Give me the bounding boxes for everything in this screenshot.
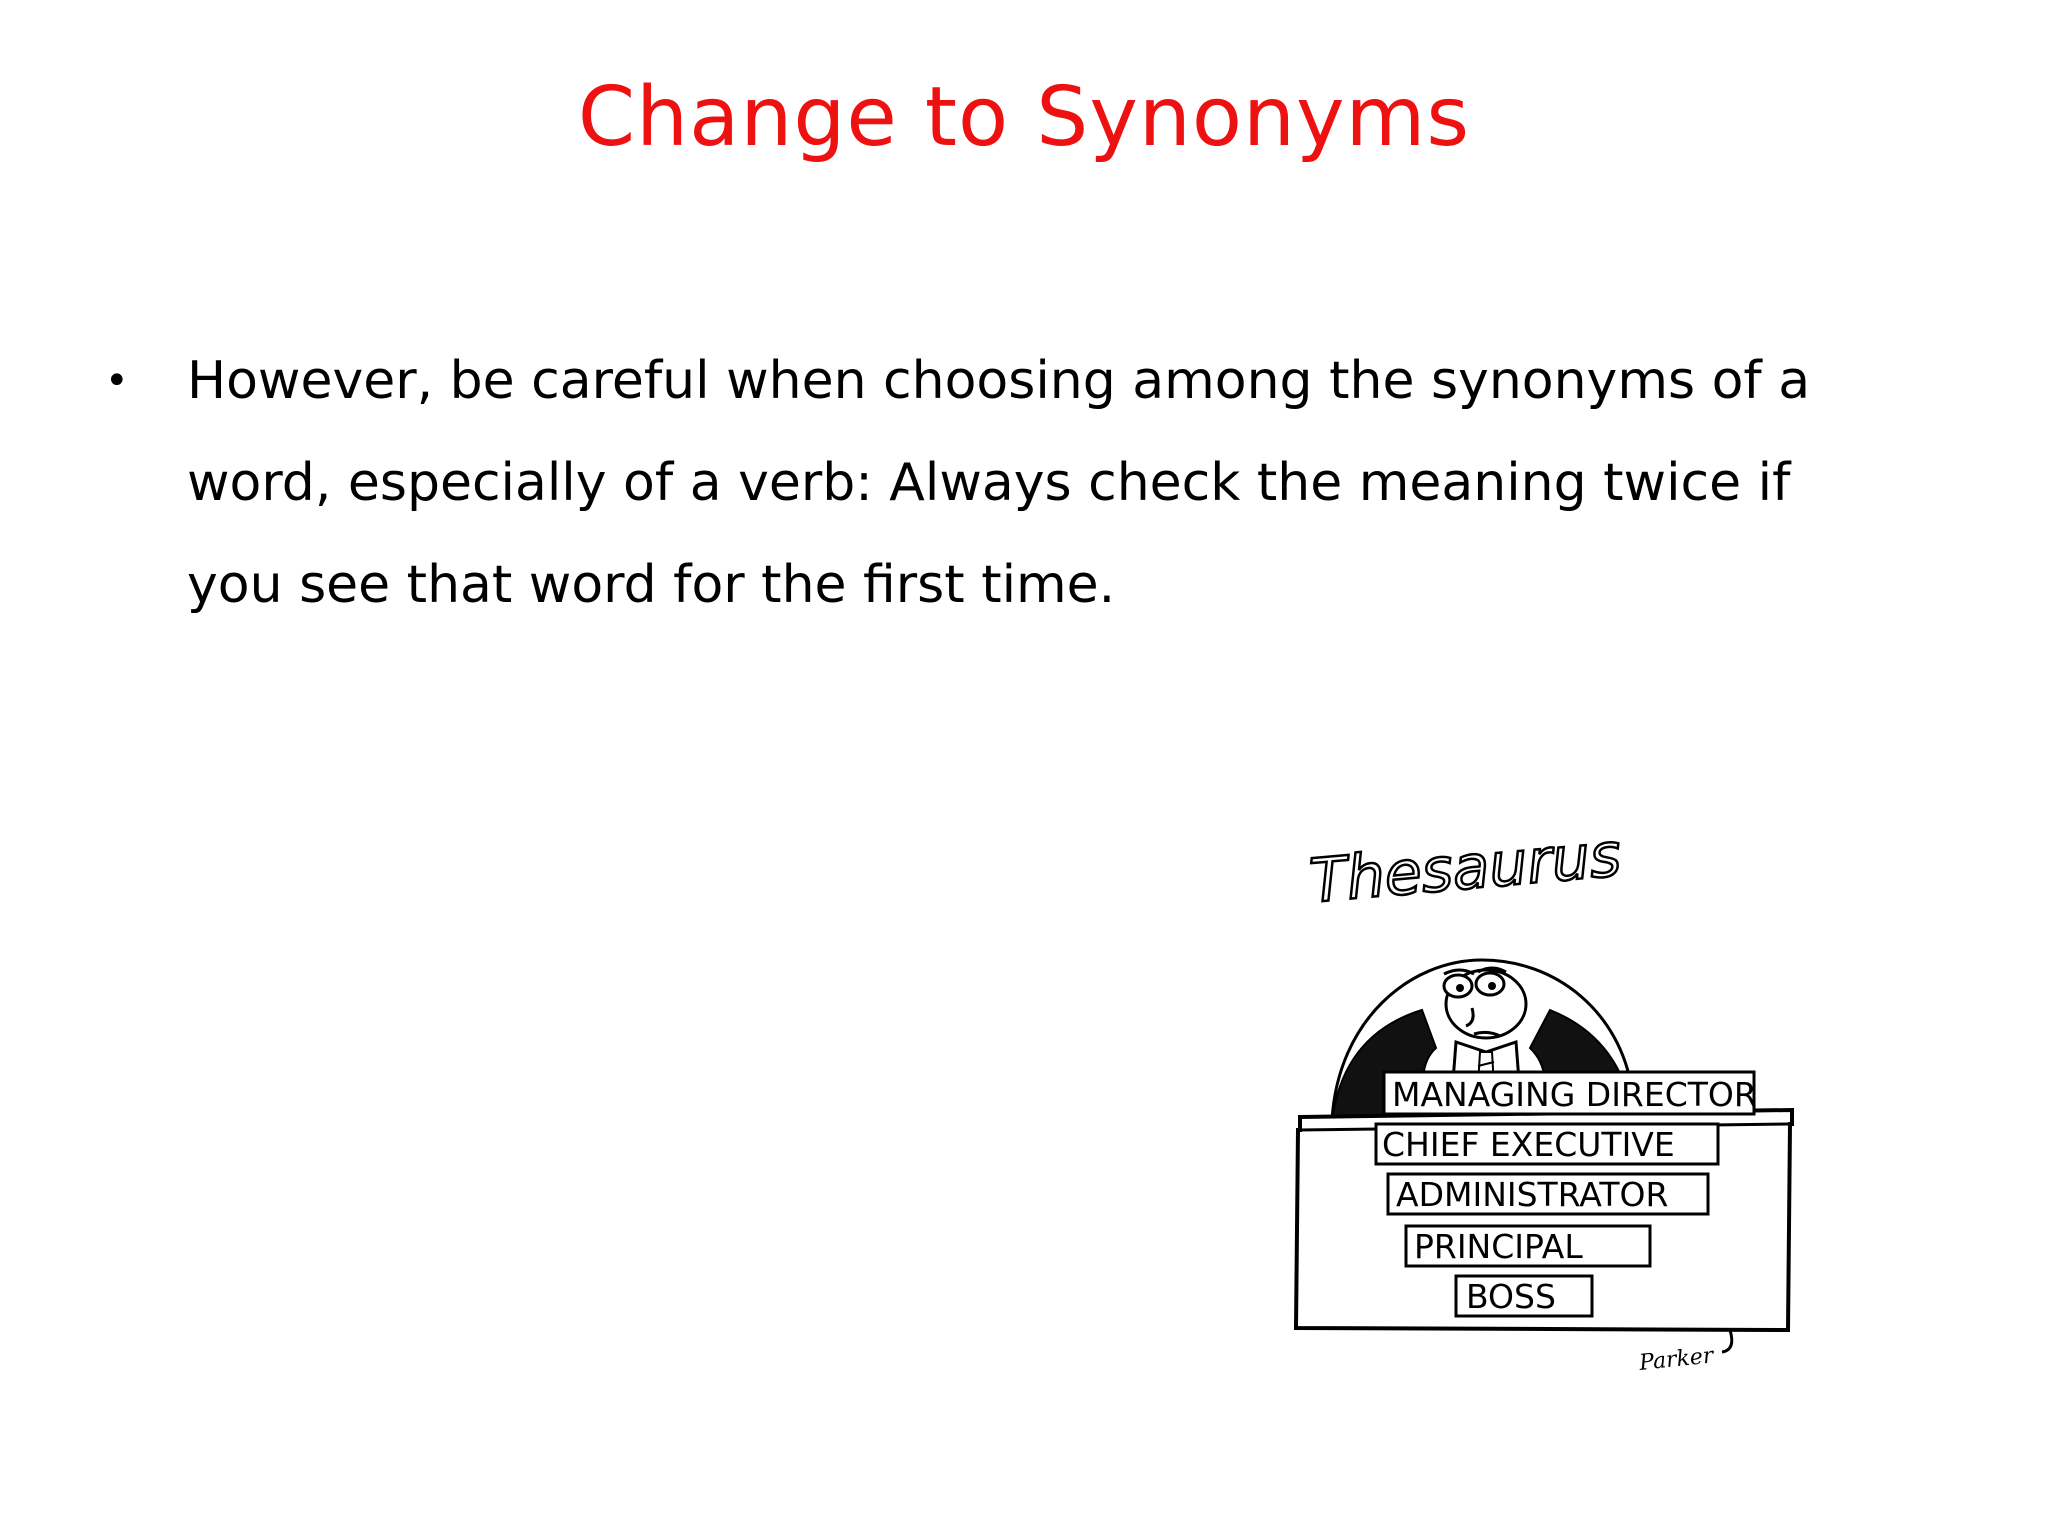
bullet-line-2: word, especially of a verb: Always check the meaning twice if	[187, 453, 1791, 513]
bullet-list	[105, 330, 1855, 636]
bullet-text	[187, 330, 1855, 636]
sign-text-5: BOSS	[1466, 1277, 1556, 1316]
cartoon-desk-hook	[1722, 1330, 1732, 1352]
cartoon-sign-1	[1384, 1072, 1757, 1114]
artist-signature: Parker	[1638, 1343, 1715, 1376]
cartoon-sign-3	[1388, 1174, 1708, 1214]
cartoon-sign-2	[1376, 1124, 1718, 1164]
thesaurus-cartoon	[1260, 790, 1820, 1400]
cartoon-header-word: Thesaurus	[1307, 820, 1624, 917]
sign-text-1: MANAGING DIRECTOR	[1392, 1075, 1757, 1114]
bullet-line-3: you see that word for the first time.	[187, 555, 1116, 615]
bullet-item	[105, 330, 1855, 636]
sign-text-3: ADMINISTRATOR	[1396, 1175, 1669, 1214]
sign-text-4: PRINCIPAL	[1414, 1227, 1583, 1266]
cartoon-sign-4	[1406, 1226, 1650, 1266]
cartoon-sign-5	[1456, 1276, 1592, 1316]
sign-text-2: CHIEF EXECUTIVE	[1382, 1125, 1675, 1164]
bullet-line-1: However, be careful when choosing among the synonyms of a	[187, 351, 1811, 411]
bullet-marker: •	[105, 358, 129, 404]
slide-title: Change to Synonyms	[577, 70, 1471, 165]
